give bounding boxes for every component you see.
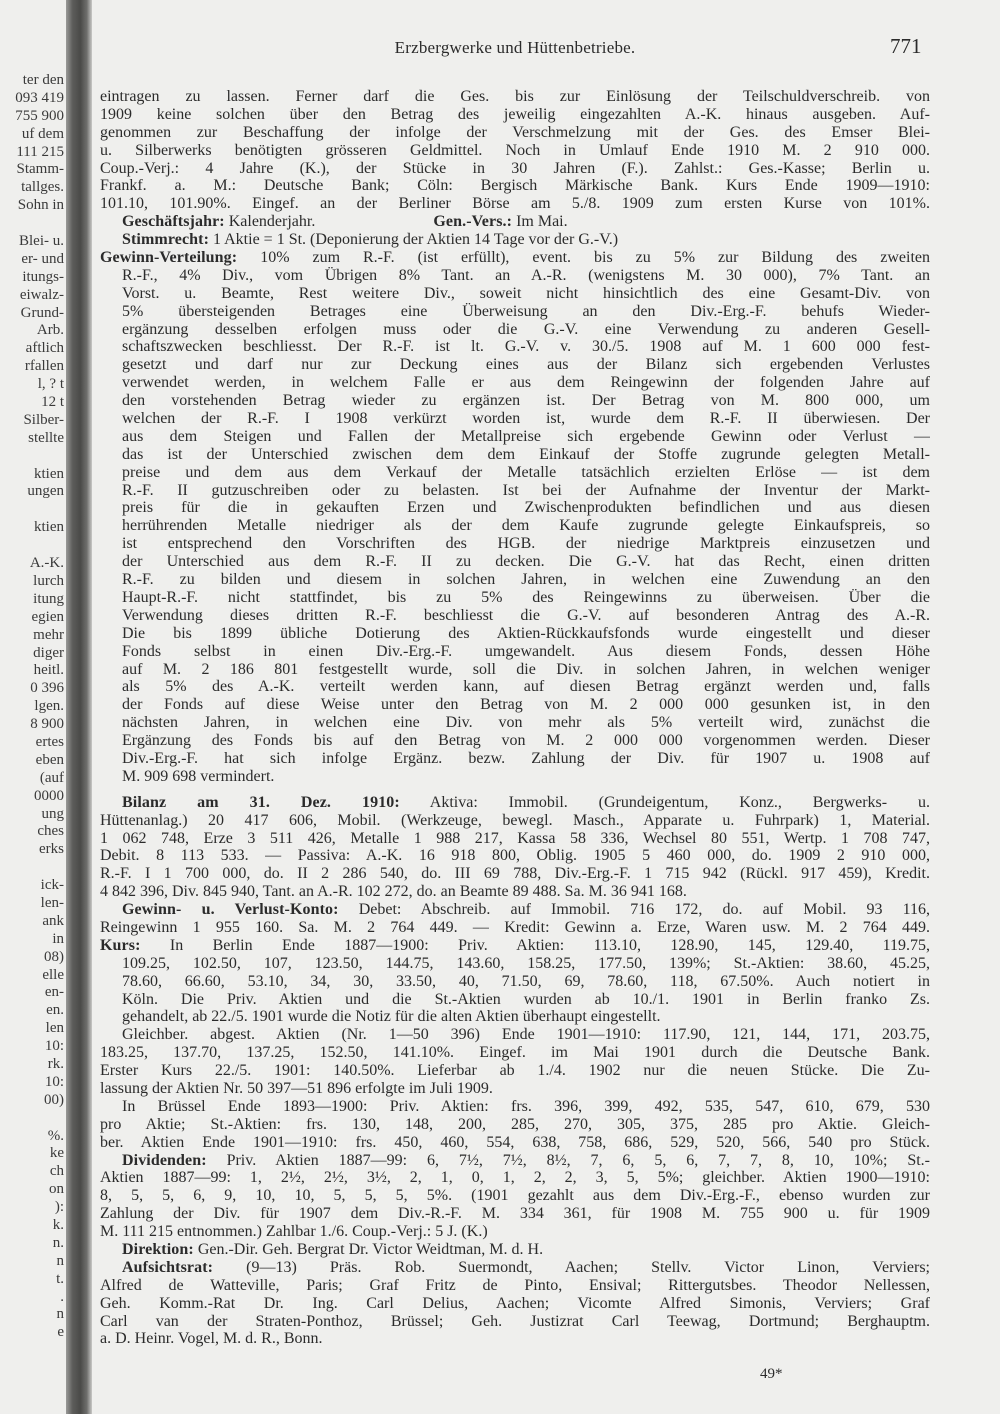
line-text: 78.60, 66.60, 53.10, 34, 30, 33.50, 40, 71.50, 69, 78.60, 118, 67.50%. Auch notiert in <box>122 972 930 990</box>
line-text: nächsten Jahren, in welchen eine Div. von mehr als 5% verteilt wird, zunächst die <box>122 714 930 732</box>
margin-fragment: diger <box>33 644 64 661</box>
margin-fragment: ung <box>41 805 64 822</box>
margin-fragment: elle <box>42 966 64 983</box>
line-text: Alfred de Watteville, Paris; Graf Fritz de Pinto, Ensival; Rittergutsbes. Theodor Nellessen, <box>100 1276 930 1294</box>
section-heading: Bilanz am 31. Dez. 1910: <box>122 793 400 811</box>
margin-fragment: ktien <box>34 465 64 482</box>
text-line <box>100 571 930 589</box>
margin-fragment: 0 396 <box>30 680 64 697</box>
margin-fragment: itung <box>33 590 64 607</box>
text-line <box>100 696 930 714</box>
margin-fragment: %. <box>47 1127 64 1144</box>
text-line <box>100 1241 930 1259</box>
line-text: schaftszwecken beschliesst. Der R.-F. ist lt. G.-V. v. 30./5. 1908 auf M. 1 600 000 fest- <box>122 338 930 356</box>
text-line <box>100 517 930 535</box>
margin-fragment: on <box>49 1181 64 1198</box>
line-text: Gen.-Dir. Geh. Bergrat Dr. Victor Weidtman, M. d. H. <box>193 1241 544 1258</box>
text-line <box>100 321 930 339</box>
text-line <box>100 1277 930 1295</box>
text-line <box>100 177 930 195</box>
line-text: ergänzung desselben erfolgen muss oder die G.-V. eine Verwendung zu anderen Gesell- <box>122 320 930 338</box>
section-management <box>100 1241 930 1259</box>
text-line <box>100 195 930 213</box>
line-text: 101.10, 101.90%. Eingef. an der Berliner Börse am 5./8. 1909 zum ersten Kurse von 101%. <box>100 195 930 213</box>
text-line <box>100 482 930 500</box>
margin-fragment: Blei- u. <box>19 233 64 250</box>
margin-fragment: Arb. <box>36 322 64 339</box>
margin-fragment: n. <box>52 1234 64 1251</box>
section-supervisory-board <box>100 1259 930 1348</box>
margin-fragment: Grund- <box>20 304 64 321</box>
margin-fragment: ungen <box>27 483 64 500</box>
text-line <box>100 901 930 919</box>
line-text: R.-F. I 1 700 000, do. II 2 286 540, do. III 69 788, Div.-Erg.-F. 1 715 942 (Rückl. 917 459), Kredit. <box>100 865 930 883</box>
margin-fragment: 755 900 <box>15 107 64 124</box>
text-line <box>100 1098 930 1116</box>
line-text: Hüttenanlag.) 20 417 606, Mobil. (Werkzeuge, bewegl. Masch., Apparate u. Fuhrpark) 1, Material. <box>100 811 930 829</box>
margin-fragment: rk. <box>47 1055 64 1072</box>
margin-fragment: eben <box>35 751 64 768</box>
page-body <box>100 88 930 1348</box>
text-line <box>100 1313 930 1331</box>
text-line <box>100 1152 930 1170</box>
text-line <box>100 625 930 643</box>
line-text: R.-F. II gutzuschreiben oder zu belasten. Ist bei der Aufnahme der Inventur der Markt- <box>122 481 930 499</box>
margin-fragment: in <box>52 930 64 947</box>
text-line <box>100 1169 930 1187</box>
line-text: gehandelt, ab 22./5. 1901 wurde die Notiz für die alten Aktien überhaupt eingestellt. <box>122 1008 661 1026</box>
text-line <box>100 883 930 901</box>
text-line <box>100 643 930 661</box>
margin-fragment: tallges. <box>21 179 64 196</box>
text-line <box>100 499 930 517</box>
text-line <box>100 124 930 142</box>
text-line <box>100 285 930 303</box>
text-line <box>100 213 930 231</box>
margin-fragment: Stamm- <box>16 161 64 178</box>
section-fiscal-year <box>100 213 930 231</box>
text-line <box>100 678 930 696</box>
margin-fragment: Silber- <box>23 411 64 428</box>
text-line <box>100 937 930 955</box>
line-text: Ergänzung des Fonds bis auf den Betrag von M. 2 000 000 vorgenommen werden. Dieser <box>122 732 930 750</box>
text-line <box>100 303 930 321</box>
margin-fragment: stellte <box>28 429 64 446</box>
line-text: ist entsprechend den Vorschriften des HGB. der niedrige Marktpreis einzusetzen und <box>122 535 930 553</box>
section-profit-loss-account <box>100 901 930 937</box>
line-text: Aktien 1887—99: 1, 2½, 2½, 3½, 2, 1, 0, 1, 2, 2, 3, 5, 5%; gleichber. Aktien 1900—1910: <box>100 1169 930 1187</box>
text-line <box>100 1080 930 1098</box>
margin-fragment: erks <box>39 841 64 858</box>
margin-fragment: ank <box>42 912 64 929</box>
text-line <box>100 847 930 865</box>
section-dividends <box>100 1152 930 1241</box>
margin-fragment: mehr <box>33 626 64 643</box>
section-balance-sheet <box>100 786 930 901</box>
text-line <box>100 231 930 249</box>
line-text: 109.25, 102.50, 107, 123.50, 144.75, 143.60, 158.25, 177.50, 139%; St.-Aktien: 38.60, 45.25, <box>122 954 930 972</box>
line-text: das ist der Unterschied zwischen dem dem Einkauf der Stoffe zugrunde gelegten Metall- <box>122 445 930 463</box>
margin-fragment: ke <box>49 1145 64 1162</box>
line-text: 10% zum R.-F. (ist erfüllt), event. bis zu 5% zur Bildung des zweiten <box>237 249 930 267</box>
section-brussels-prices <box>100 1098 930 1152</box>
margin-fragment: ter den <box>22 72 64 88</box>
text-line <box>100 1044 930 1062</box>
section-heading: Gewinn- u. Verlust-Konto: <box>122 901 339 919</box>
line-text: 183.25, 137.70, 137.25, 152.50, 141.10%. Eingef. im Mai 1901 durch die Deutsche Bank. <box>100 1044 930 1062</box>
section-heading: Gewinn-Verteilung: <box>100 249 238 267</box>
line-text: 4 842 396, Div. 845 940, Tant. an A.-R. 102 272, do. an Beamte 89 488. Sa. M. 36 941 168. <box>100 883 687 901</box>
line-text: pro Aktie; St.-Aktien: frs. 130, 148, 200, 285, 270, 305, 375, 285 pro Aktie. Gleich- <box>100 1115 930 1133</box>
text-line <box>100 1187 930 1205</box>
line-text: Priv. Aktien 1887—99: 6, 7½, 7½, 8½, 7, 6, 5, 6, 7, 7, 8, 10, 10%; St.- <box>206 1151 930 1169</box>
line-text: 8, 5, 5, 6, 9, 10, 10, 5, 5, 5, 5%. (1901 gezahlt aus dem Div.-Erg.-F., ebenso wurden zur <box>100 1187 930 1205</box>
margin-fragment: t. <box>56 1270 64 1287</box>
text-line <box>100 1205 930 1223</box>
text-line <box>100 160 930 178</box>
text-line <box>100 464 930 482</box>
margin-fragment: Sohn in <box>17 197 64 214</box>
line-text: 1909 keine solchen über den Betrag des jeweilig eingezahlten A.-K. hinaus ausgeben. Auf- <box>100 105 930 123</box>
page-number: 771 <box>890 34 922 58</box>
line-text: den vorstehenden Betrag wieder zu ergänzen ist. Der Betrag von M. 800 000, um <box>122 392 930 410</box>
margin-fragment: 08) <box>44 948 64 965</box>
line-text: als 5% des A.-K. verteilt werden kann, auf diesen Betrag ergänzt werden und, falls <box>122 678 930 696</box>
text-line <box>100 607 930 625</box>
line-text: Im Mai. <box>512 213 568 231</box>
text-line <box>100 919 930 937</box>
margin-fragment: er- und <box>21 250 64 267</box>
margin-fragment <box>0 1110 64 1128</box>
line-text: Reingewinn 1 955 160. Sa. M. 2 764 449. — Kredit: Gewinn a. Erze, Waren usw. M. 2 764 449. <box>100 918 930 936</box>
margin-fragment: rfallen <box>24 358 64 375</box>
text-line <box>100 1134 930 1152</box>
text-line <box>100 1259 930 1277</box>
margin-fragment: 00) <box>44 1091 64 1108</box>
running-header: Erzbergwerke und Hüttenbetriebe. <box>394 38 636 57</box>
margin-fragment: 10: <box>44 1073 64 1090</box>
margin-fragment: k. <box>52 1217 64 1233</box>
line-text: 1 062 748, Erze 3 511 426, Metalle 1 988 217, Kassa 58 336, Wechsel 80 551, Wertp. 1 708 747, <box>100 829 930 847</box>
line-text: a. D. Heinr. Vogel, M. d. R., Bonn. <box>100 1330 323 1348</box>
margin-fragment: 0000 <box>34 787 64 804</box>
line-text: preise und dem aus dem Verkauf der Metalle tatsächlich erzielten Erlöse — ist dem <box>122 463 930 481</box>
sheet-signature: 49* <box>760 1366 783 1382</box>
book-gutter <box>66 0 92 1414</box>
text-line <box>100 661 930 679</box>
line-text: verwendet werden, in welchem Falle er aus dem Reingewinn der folgenden Jahre auf <box>122 374 930 392</box>
text-line <box>100 768 930 786</box>
margin-fragment: en- <box>44 984 64 1001</box>
line-text: Debit. 8 113 533. — Passiva: A.-K. 16 918 800, Oblig. 1905 5 460 000, do. 1909 2 910 000, <box>100 847 930 865</box>
text-line <box>100 1008 930 1026</box>
text-line <box>100 338 930 356</box>
line-text: M. 909 698 vermindert. <box>122 767 275 785</box>
line-text: auf M. 2 186 801 festgestellt wurde, soll die Div. in solchen Jahren, in welchen weniger <box>122 660 930 678</box>
line-text: Frankf. a. M.: Deutsche Bank; Cöln: Bergisch Märkische Bank. Kurs Ende 1909—1910: <box>100 177 930 195</box>
margin-fragment: 093 419 <box>15 89 64 106</box>
text-line <box>100 812 930 830</box>
line-text: Aktiva: Immobil. (Grundeigentum, Konz., Bergwerks- u. <box>399 793 930 811</box>
text-line <box>100 1295 930 1313</box>
margin-fragment: eiwalz- <box>19 286 64 303</box>
text-line <box>100 356 930 374</box>
margin-fragment: aftlich <box>25 340 64 357</box>
margin-fragment <box>0 215 64 233</box>
margin-fragment: e <box>57 1324 64 1341</box>
margin-fragment: egien <box>31 608 64 625</box>
text-line <box>100 589 930 607</box>
text-line <box>100 410 930 428</box>
text-line <box>100 732 930 750</box>
line-text: Fonds selbst in einen Div.-Erg.-F. umgewandelt. Aus diesem Fonds, dessen Höhe <box>122 642 930 660</box>
section-equal-shares-prices <box>100 1026 930 1098</box>
line-text: Haupt-R.-F. nicht stattfindet, bis zu 5% des Reingewinns zu überweisen. Über die <box>122 588 930 606</box>
text-line <box>100 1223 930 1241</box>
margin-fragment: ): <box>54 1199 64 1216</box>
margin-fragment: lurch <box>33 572 64 589</box>
text-line <box>100 553 930 571</box>
margin-fragment: 10: <box>44 1038 64 1055</box>
adjacent-page-margin <box>0 72 64 1342</box>
line-text: Erster Kurs 22./5. 1901: 140.50%. Lieferbar ab 1./4. 1902 nur die neuen Stücke. Die Zu- <box>100 1062 930 1080</box>
line-text: R.-F., 4% Div., vom Übrigen 8% Tant. an A.-R. (wenigstens M. 30 000), 7% Tant. an <box>122 266 930 284</box>
line-text: Geh. Komm.-Rat Dr. Ing. Carl Delius, Aachen; Vicomte Alfred Simonis, Verviers; Graf <box>100 1294 930 1312</box>
section-heading: Geschäftsjahr: <box>122 213 225 231</box>
section-heading: Aufsichtsrat: <box>122 1258 214 1276</box>
line-text: genommen zur Beschaffung der infolge der Verschmelzung mit der Ges. des Emser Blei- <box>100 123 930 141</box>
margin-fragment: (auf <box>39 769 64 786</box>
text-line <box>100 1026 930 1044</box>
line-text: In Brüssel Ende 1893—1900: Priv. Aktien: frs. 396, 399, 492, 535, 547, 610, 679, 530 <box>122 1097 930 1115</box>
text-line <box>100 955 930 973</box>
text-line <box>100 750 930 768</box>
line-text: lassung der Aktien Nr. 50 397—51 896 erfolgte im Juli 1909. <box>100 1079 493 1097</box>
margin-fragment <box>0 537 64 555</box>
section-heading: Dividenden: <box>122 1151 207 1169</box>
margin-fragment: ch <box>49 1163 64 1180</box>
margin-fragment: A.-K. <box>29 555 64 572</box>
line-text: Die bis 1899 übliche Dotierung des Aktien-Rückkaufsfonds wurde eingestellt und dieser <box>122 624 930 642</box>
text-line <box>100 830 930 848</box>
line-text: gesetzt und darf nur zur Deckung eines aus der Bilanz sich ergebenden Verlustes <box>122 356 930 374</box>
section-share-prices <box>100 937 930 1026</box>
margin-fragment <box>0 859 64 877</box>
text-line <box>100 392 930 410</box>
margin-fragment: uf dem <box>21 125 64 142</box>
section-heading: Gen.-Vers.: <box>433 213 513 231</box>
section-heading: Direktion: <box>122 1241 194 1258</box>
text-line <box>100 1116 930 1134</box>
line-text: u. Silberwerks benötigten grösseren Geldmittel. Noch in Umlauf Ende 1910 M. 2 910 000. <box>100 141 930 159</box>
line-text: Carl van der Straten-Ponthoz, Brüssel; Geh. Justizrat Carl Teewag, Dortmund; Berghauptm. <box>100 1312 930 1330</box>
margin-fragment <box>0 448 64 466</box>
margin-fragment: en. <box>46 1002 64 1019</box>
text-line <box>100 973 930 991</box>
line-text: M. 111 215 entnommen.) Zahlbar 1./6. Coup.-Verj.: 5 J. (K.) <box>100 1223 488 1241</box>
line-text: 5% übersteigenden Betrages eine Überweisung an den Div.-Erg.-F. behufs Wieder- <box>122 302 930 320</box>
margin-fragment: ches <box>37 823 64 840</box>
text-line <box>100 1062 930 1080</box>
text-line <box>100 865 930 883</box>
line-text: preis für die in gekauften Erzen und Zwischenprodukten befindlichen und aus diesen <box>122 499 930 517</box>
line-text: ber. Aktien Ende 1901—1910: frs. 450, 460, 554, 638, 758, 686, 529, 520, 566, 540 pro Stück. <box>100 1133 930 1151</box>
line-text: Coup.-Verj.: 4 Jahre (K.), der Stücke in 30 Jahren (F.). Zahlst.: Ges.-Kasse; Berlin u. <box>100 159 930 177</box>
line-text: Vorst. u. Beamte, Rest weitere Div., soweit nicht hinsichtlich des eine Gesamt-Div. von <box>122 284 930 302</box>
section-voting-rights <box>100 231 930 249</box>
text-line <box>100 1330 930 1348</box>
margin-fragment: itungs- <box>22 268 64 285</box>
line-text: Debet: Abschreib. auf Immobil. 716 172, do. auf Mobil. 93 116, <box>338 901 930 919</box>
margin-fragment: ktien <box>34 519 64 536</box>
text-line <box>100 714 930 732</box>
text-line <box>100 374 930 392</box>
line-text: Zahlung der Div. für 1907 dem Div.-R.-F. M. 334 361, für 1908 M. 755 900 u. für 1909 <box>100 1205 930 1223</box>
text-line <box>100 142 930 160</box>
text-line <box>100 991 930 1009</box>
line-text: Köln. Die Priv. Aktien und die St.-Aktien wurden ab 10./1. 1901 in Berlin franko Zs. <box>122 990 930 1008</box>
line-text: (9—13) Präs. Rob. Suermondt, Aachen; Stellv. Victor Linon, Verviers; <box>213 1258 930 1276</box>
section-heading: Stimmrecht: <box>122 231 209 249</box>
margin-fragment: 8 900 <box>30 716 64 733</box>
line-text: Gleichber. abgest. Aktien (Nr. 1—50 396) Ende 1901—1910: 117.90, 121, 144, 171, 203.75, <box>122 1026 930 1044</box>
margin-fragment: ick- <box>40 877 64 894</box>
margin-fragment: n <box>56 1306 64 1323</box>
line-text: welchen der R.-F. I 1908 verkürzt worden ist, wurde dem R.-F. II überwiesen. Der <box>122 410 930 428</box>
section-bond-terms <box>100 88 930 213</box>
line-text: der Unterschied aus dem R.-F. II zu decken. Die G.-V. hat das Recht, einen dritten <box>122 553 930 571</box>
margin-fragment: heitl. <box>33 662 64 679</box>
line-text: Kalenderjahr. <box>224 213 316 231</box>
text-line <box>100 794 930 812</box>
line-text: herrührenden Metalle niedriger als der dem Kaufe zugrunde gelegte Einkaufspreis, so <box>122 517 930 535</box>
margin-fragment: 12 t <box>41 394 64 411</box>
text-line <box>100 446 930 464</box>
margin-fragment: . <box>60 1288 64 1305</box>
line-text: R.-F. zu bilden und diesem in solchen Jahren, in welchen eine Zuwendung an den <box>122 571 930 589</box>
margin-fragment: len <box>45 1020 64 1037</box>
text-line <box>100 88 930 106</box>
text-line <box>100 428 930 446</box>
margin-fragment: lgen. <box>34 698 64 715</box>
line-text: aus dem Steigen und Fallen der Metallpreise sich ergebende Gewinn oder Verlust — <box>122 427 930 445</box>
margin-fragment: ertes <box>35 733 64 750</box>
section-heading: Kurs: <box>100 936 141 954</box>
margin-fragment <box>0 501 64 519</box>
section-profit-distribution <box>100 249 930 786</box>
text-line <box>100 249 930 267</box>
text-line <box>100 106 930 124</box>
line-text: eintragen zu lassen. Ferner darf die Ges. bis zur Einlösung der Teilschuldverschreib. von <box>100 88 930 105</box>
text-line <box>100 535 930 553</box>
margin-fragment: l, ? t <box>37 376 64 393</box>
line-text: der Fonds auf diese Weise unter den Betrag von M. 2 000 000 gesunken ist, in den <box>122 696 930 714</box>
line-text: Div.-Erg.-F. hat sich infolge Ergänz. bezw. Zahlung der Div. für 1907 u. 1908 auf <box>122 749 930 767</box>
line-text: 1 Aktie = 1 St. (Deponierung der Aktien 14 Tage vor der G.-V.) <box>209 231 619 249</box>
line-text: Verwendung dieses dritten R.-F. beschliesst die G.-V. auf besonderen Antrag des A.-R. <box>122 606 930 624</box>
margin-fragment: n <box>56 1252 64 1269</box>
line-text: In Berlin Ende 1887—1900: Priv. Aktien: 113.10, 128.90, 145, 129.40, 119.75, <box>140 936 930 954</box>
margin-fragment: 111 215 <box>16 143 64 160</box>
margin-fragment: len- <box>40 894 64 911</box>
text-line <box>100 267 930 285</box>
